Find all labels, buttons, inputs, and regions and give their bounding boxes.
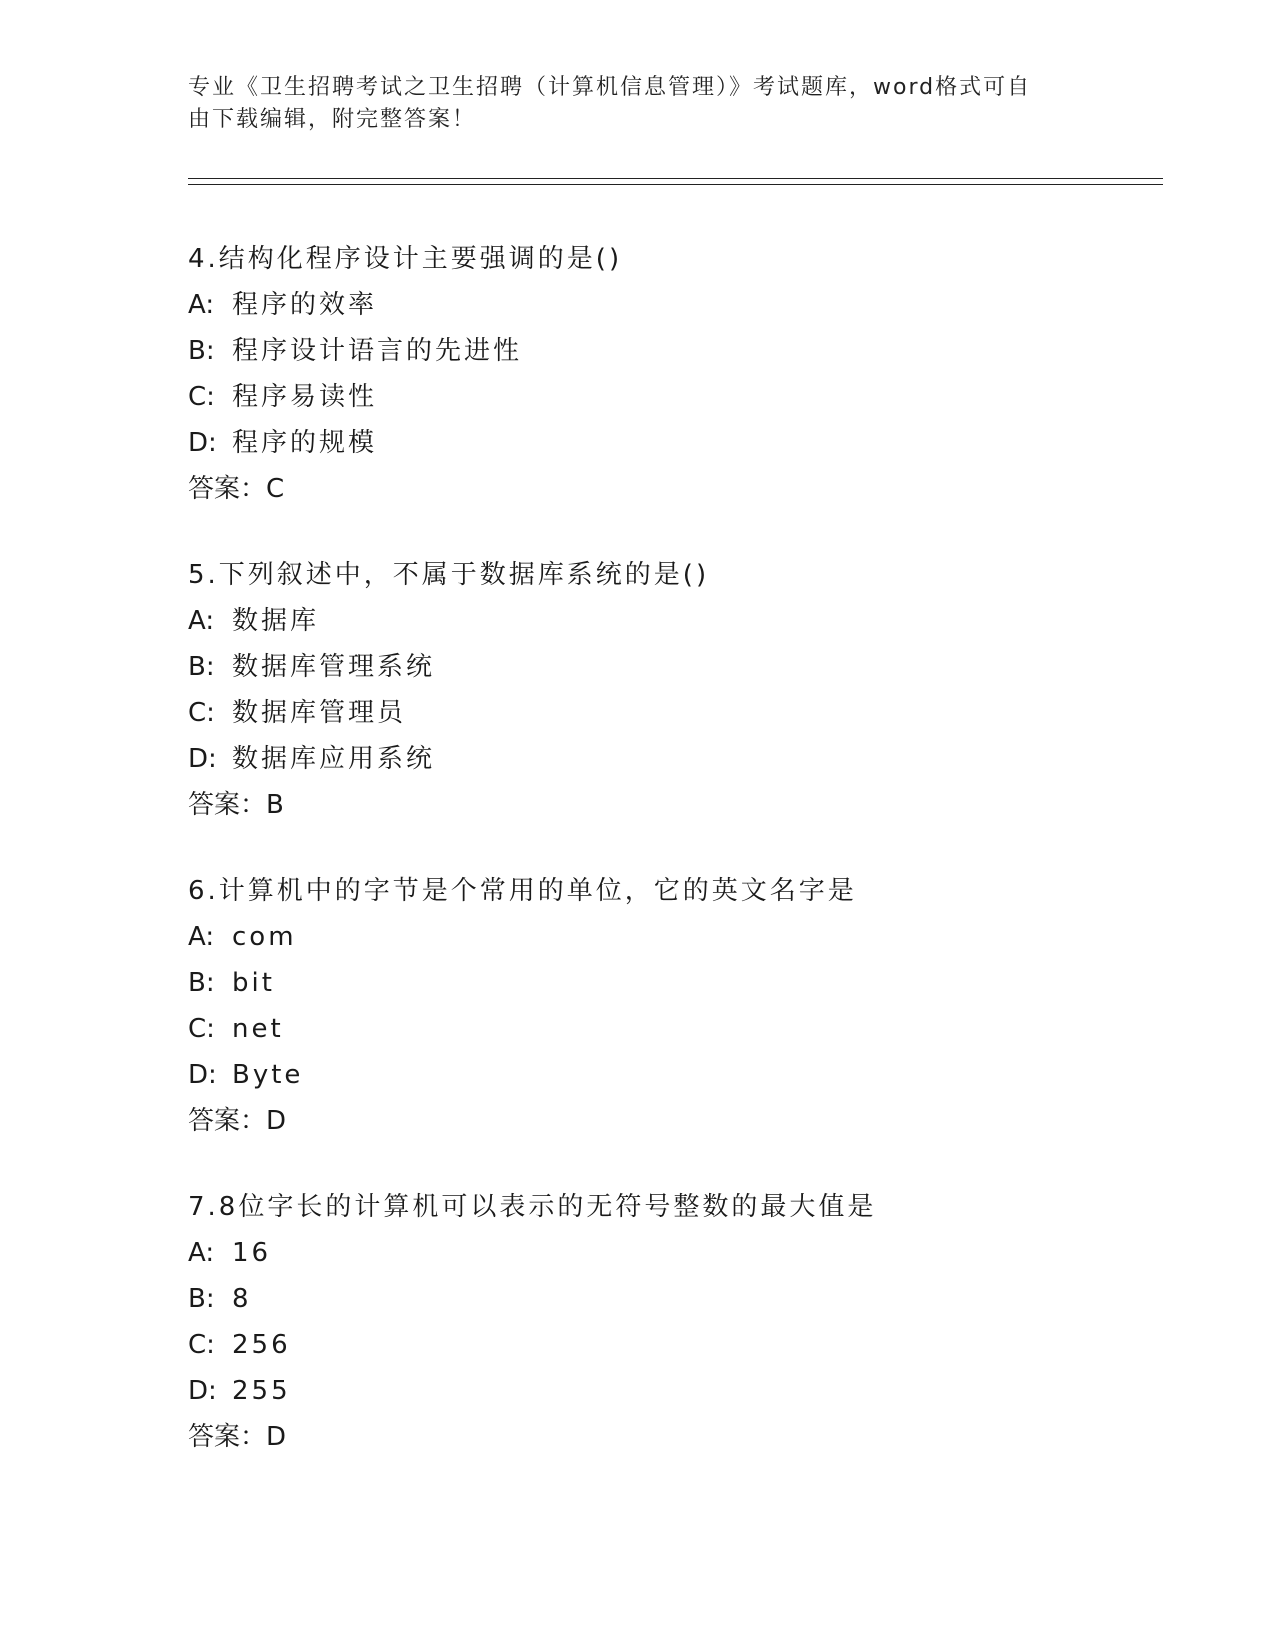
- option-text: 数据库: [232, 606, 320, 636]
- option-text: 程序的效率: [232, 290, 378, 320]
- option-b: [188, 644, 1148, 690]
- option-text: com: [232, 922, 297, 952]
- option-key: D:: [188, 744, 217, 774]
- question-title: 5.下列叙述中，不属于数据库系统的是(): [188, 560, 710, 590]
- option-key: D:: [188, 1376, 217, 1406]
- option-key: B:: [188, 336, 215, 366]
- question-list: [188, 236, 1148, 1500]
- option-text: 数据库管理系统: [232, 652, 436, 682]
- option-text: 16: [232, 1238, 272, 1268]
- option-key: B:: [188, 968, 215, 998]
- question-title: 4.结构化程序设计主要强调的是(): [188, 244, 623, 274]
- option-d: [188, 420, 1148, 466]
- option-a: [188, 1230, 1148, 1276]
- option-key: A:: [188, 1238, 215, 1268]
- question-item: [188, 552, 1148, 828]
- answer-label: 答案：C: [188, 474, 285, 504]
- option-text: 数据库应用系统: [232, 744, 436, 774]
- option-key: D:: [188, 428, 217, 458]
- option-b: [188, 960, 1148, 1006]
- option-key: D:: [188, 1060, 217, 1090]
- document-header: [188, 72, 1088, 136]
- option-text: 程序的规模: [232, 428, 378, 458]
- option-text: net: [232, 1014, 284, 1044]
- option-key: A:: [188, 290, 215, 320]
- option-key: A:: [188, 922, 215, 952]
- question-item: [188, 236, 1148, 512]
- answer-label: 答案：D: [188, 1422, 287, 1452]
- header-divider-bottom: [188, 184, 1163, 185]
- option-a: [188, 914, 1148, 960]
- option-key: B:: [188, 1284, 215, 1314]
- option-d: [188, 1368, 1148, 1414]
- option-c: [188, 374, 1148, 420]
- option-text: 程序易读性: [232, 382, 378, 412]
- option-key: C:: [188, 382, 215, 412]
- question-item: [188, 1184, 1148, 1460]
- option-text: 8: [232, 1284, 252, 1314]
- option-key: C:: [188, 1330, 215, 1360]
- option-d: [188, 736, 1148, 782]
- option-b: [188, 328, 1148, 374]
- header-line-2: 由下载编辑，附完整答案！: [188, 107, 477, 132]
- header-divider-top: [188, 178, 1163, 179]
- option-b: [188, 1276, 1148, 1322]
- option-a: [188, 598, 1148, 644]
- option-text: Byte: [232, 1060, 304, 1090]
- option-text: 256: [232, 1330, 291, 1360]
- option-text: bit: [232, 968, 275, 998]
- header-line-1: 专业《卫生招聘考试之卫生招聘（计算机信息管理）》考试题库，word格式可自: [188, 75, 1032, 100]
- option-key: C:: [188, 1014, 215, 1044]
- option-text: 255: [232, 1376, 291, 1406]
- answer-label: 答案：D: [188, 1106, 287, 1136]
- option-text: 数据库管理员: [232, 698, 407, 728]
- option-c: [188, 1006, 1148, 1052]
- question-title: 6.计算机中的字节是个常用的单位，它的英文名字是: [188, 876, 857, 906]
- option-c: [188, 1322, 1148, 1368]
- option-c: [188, 690, 1148, 736]
- option-d: [188, 1052, 1148, 1098]
- option-key: C:: [188, 698, 215, 728]
- option-key: B:: [188, 652, 215, 682]
- option-text: 程序设计语言的先进性: [232, 336, 523, 366]
- option-key: A:: [188, 606, 215, 636]
- question-title: 7.8位字长的计算机可以表示的无符号整数的最大值是: [188, 1192, 877, 1222]
- question-item: [188, 868, 1148, 1144]
- answer-label: 答案：B: [188, 790, 284, 820]
- option-a: [188, 282, 1148, 328]
